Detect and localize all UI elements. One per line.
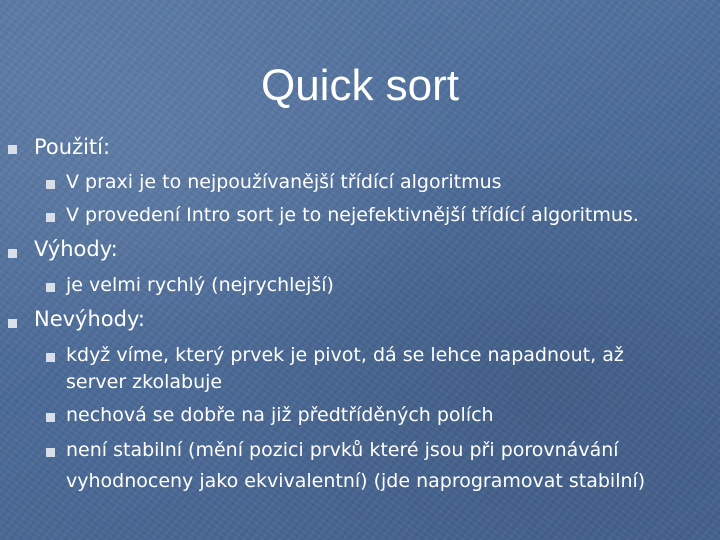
disadvantages-item-continuation: vyhodnoceny jako ekvivalentní) (jde naprogramovat stabilní): [66, 470, 646, 492]
square-bullet-icon: [46, 413, 55, 422]
usage-item: V praxi je to nejpoužívanější třídící algoritmus: [66, 171, 502, 193]
square-bullet-icon: [8, 319, 17, 328]
square-bullet-icon: [46, 283, 55, 292]
advantages-item: je velmi rychlý (nejrychlejší): [66, 274, 334, 296]
section-heading-disadvantages: Nevýhody:: [34, 307, 145, 331]
disadvantages-item: není stabilní (mění pozici prvků které jsou při porovnávání: [66, 439, 619, 461]
disadvantages-item-continuation: server zkolabuje: [66, 371, 223, 393]
square-bullet-icon: [46, 353, 55, 362]
section-heading-usage: Použití:: [34, 135, 111, 159]
disadvantages-item: nechová se dobře na již předtříděných polích: [66, 404, 494, 426]
square-bullet-icon: [46, 180, 55, 189]
section-heading-advantages: Výhody:: [34, 237, 118, 261]
square-bullet-icon: [46, 448, 55, 457]
slide-title: Quick sort: [260, 61, 460, 110]
square-bullet-icon: [8, 145, 17, 154]
square-bullet-icon: [46, 213, 55, 222]
disadvantages-item: když víme, který prvek je pivot, dá se lehce napadnout, až: [66, 344, 624, 366]
usage-item: V provedení Intro sort je to nejefektivnější třídící algoritmus.: [66, 204, 639, 226]
square-bullet-icon: [8, 249, 17, 258]
